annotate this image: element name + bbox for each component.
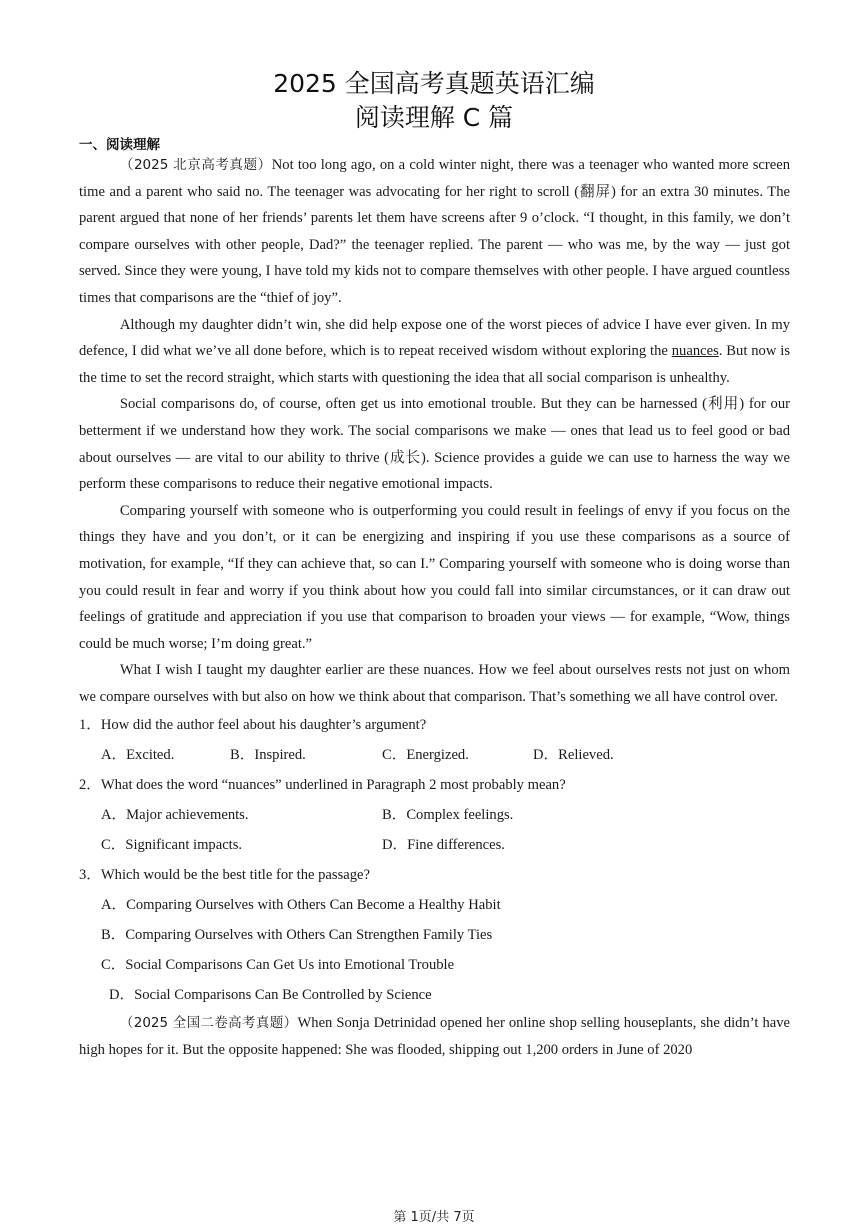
question-3-option-d: D．Social Comparisons Can Be Controlled by Science: [109, 987, 432, 1004]
passage1-source: （2025 北京高考真题）: [119, 157, 272, 173]
question-2-options-row-2: [79, 830, 790, 860]
passage1-paragraph-2: [79, 312, 790, 392]
question-1-options: [79, 740, 790, 770]
passage1-paragraph-5: What I wish I taught my daughter earlier are these nuances. How we feel about ourselves rests not just on whom we compare ourselves with but also on how we think about that comparison. That’s something we all have control over.: [79, 662, 790, 705]
section-heading: 一、阅读理解: [79, 137, 160, 153]
question-2-stem: 2．What does the word “nuances” underlined in Paragraph 2 most probably mean?: [79, 777, 566, 794]
content-body: [79, 152, 790, 1064]
passage1-paragraph-2-text-b: . But now is the time to set the record straight, which starts with questioning the idea that all social comparison is unhealthy.: [79, 343, 791, 386]
passage2-paragraph-1: [79, 1010, 790, 1063]
question-3-option-b: B．Comparing Ourselves with Others Can Strengthen Family Ties: [101, 927, 493, 944]
question-2-option-c: C．Significant impacts.: [101, 837, 243, 854]
question-2-option-d: D．Fine differences.: [382, 837, 505, 854]
passage2-source: （2025 全国二卷高考真题）: [119, 1015, 298, 1032]
question-1-option-c: C．Energized.: [382, 747, 469, 764]
page-footer: 第 1页/共 7页: [393, 1210, 475, 1225]
question-3-option-c: C．Social Comparisons Can Get Us into Emotional Trouble: [101, 957, 455, 974]
question-2-option-b: B．Complex feelings.: [382, 807, 514, 824]
passage1-paragraph-1-text: Not too long ago, on a cold winter night, there was a teenager who wanted more screen time and a parent who said no. The teenager was advocating for her right to scroll (翻屏) for an extra 30 minutes. The parent argued that none of her friends’ parents let them have screens after 9 o’clock. “I thought, in this family, we don’t compare ourselves with other people, Dad?” the teenager replied. The parent — who was me, by the way — just got served. Since they were young, I have told my kids not to compare themselves with other people. I have argued countless times that comparisons are the “thief of joy”.: [79, 157, 790, 306]
question-3-stem: 3．Which would be the best title for the passage?: [79, 867, 370, 884]
page-subtitle: 阅读理解 C 篇: [354, 103, 514, 132]
passage2-paragraph-1-text: When Sonja Detrinidad opened her online shop selling houseplants, she didn’t have high hopes for it. But the opposite happened: She was flooded, shipping out 1,200 orders in June of 2020: [79, 1015, 790, 1059]
passage1-paragraph-2-text-a: Although my daughter didn’t win, she did help expose one of the worst pieces of advice I have ever given. In my defence, I did what we’ve all done before, which is to repeat received wisdom without exploring the: [79, 316, 790, 360]
question-1-stem: 1．How did the author feel about his daughter’s argument?: [79, 717, 427, 734]
question-2-options-row-1: [79, 800, 790, 830]
question-1-option-d: D．Relieved.: [533, 747, 614, 764]
passage1-paragraph-1: [79, 152, 790, 312]
page-title: 2025 全国高考真题英语汇编: [273, 69, 595, 98]
question-2-option-a: A．Major achievements.: [101, 807, 249, 824]
passage1-paragraph-3: Social comparisons do, of course, often get us into emotional trouble. But they can be harnessed (利用) for our betterment if we understand how they work. The social comparisons we make — ones that lead us to feel good or bad about ourselves — are vital to our ability to thrive (成长). Science provides a guide we can use to harness the way we perform these comparisons to reduce their negative emotional impacts.: [79, 396, 790, 493]
question-1-option-a: A．Excited.: [101, 747, 175, 764]
passage1-paragraph-4: Comparing yourself with someone who is outperforming you could result in feelings of envy if you focus on the things they have and you don’t, or it can be energizing and inspiring if you use these comparisons as a source of motivation, for example, “If they can achieve that, so can I.” Comparing yourself with someone who is doing worse than you could result in fear and worry if you think about how you could fall into similar circumstances, or it can draw out feelings of gratitude and appreciation if you use that comparison to broaden your views — for example, “Wow, things could be much worse; I’m doing great.”: [79, 502, 790, 652]
underlined-word-nuances: nuances: [671, 343, 719, 360]
question-1-option-b: B．Inspired.: [230, 747, 306, 764]
question-3-option-a: A．Comparing Ourselves with Others Can Become a Healthy Habit: [101, 897, 501, 914]
